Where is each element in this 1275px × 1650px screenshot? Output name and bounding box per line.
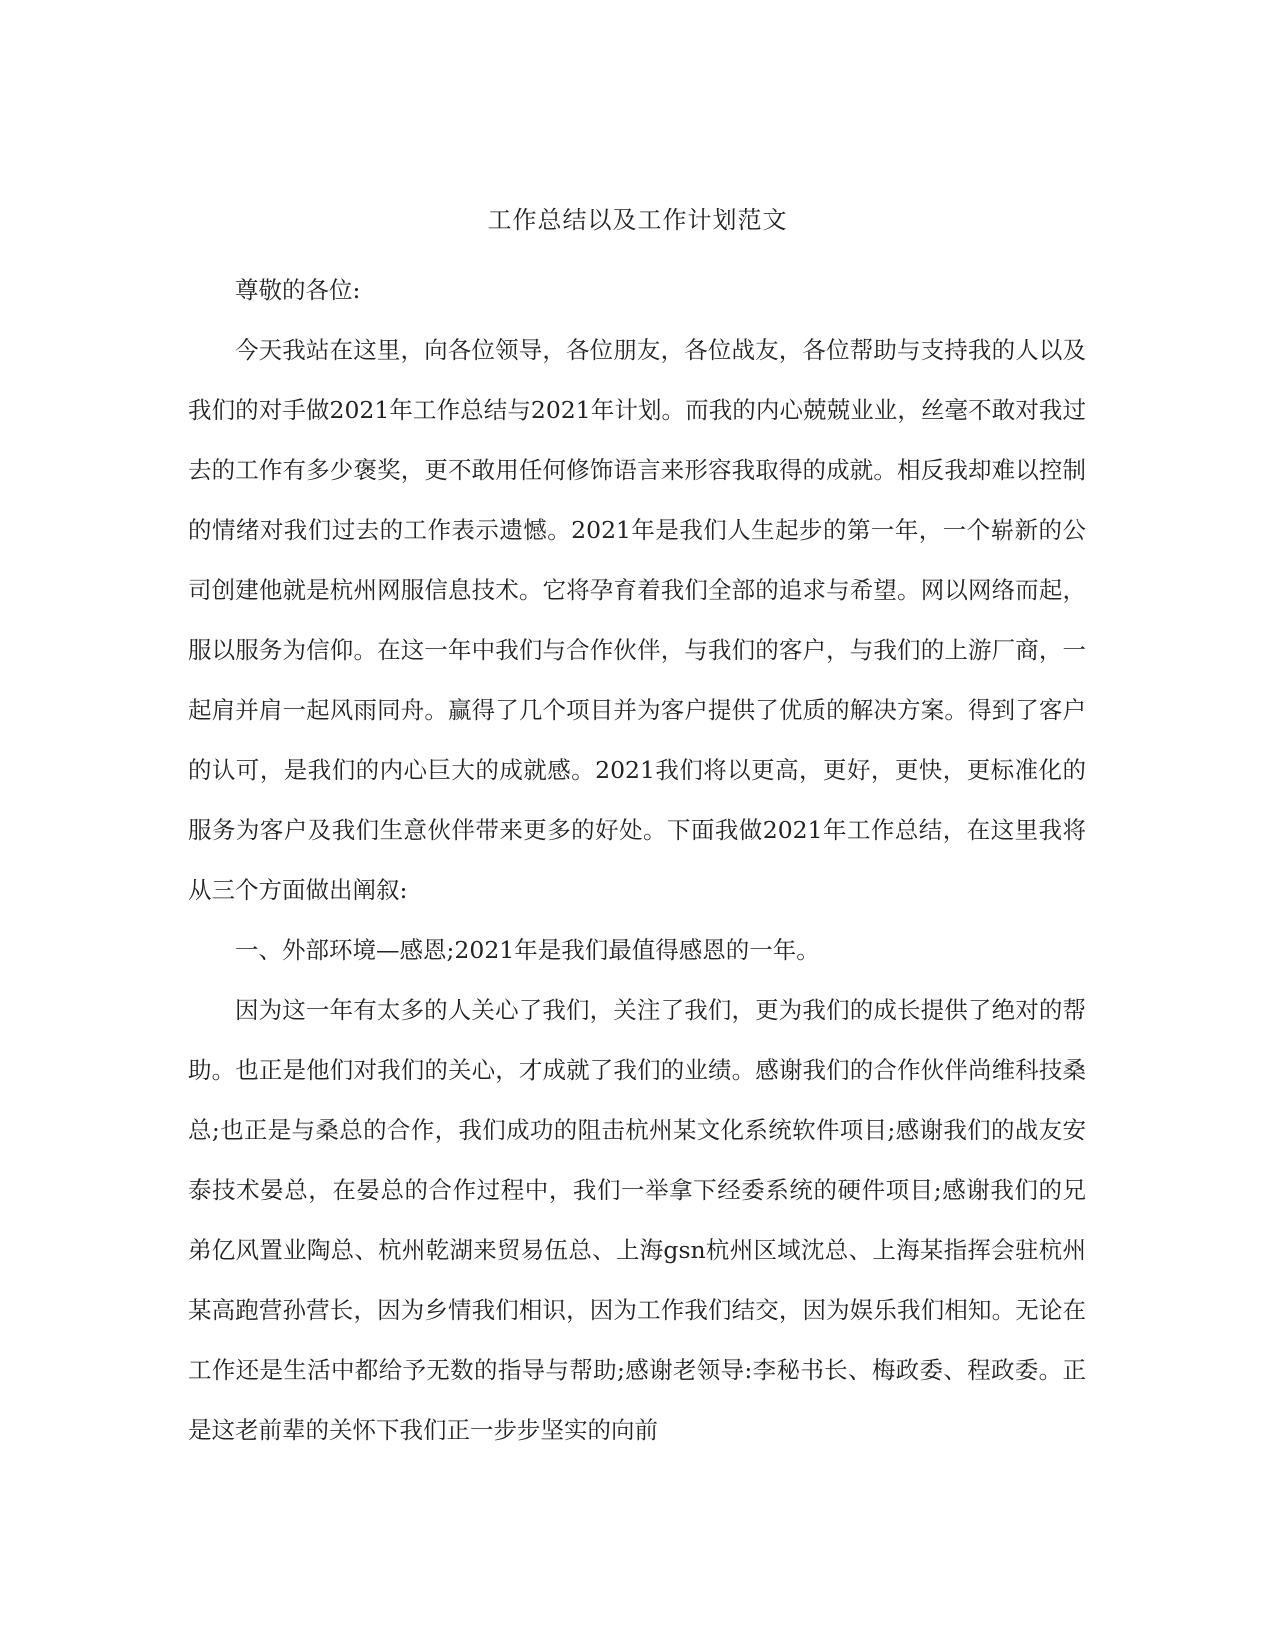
paragraph-introduction: 今天我站在这里，向各位领导，各位朋友，各位战友，各位帮助与支持我的人以及我们的对手做2021年工作总结与2021年计划。而我的内心兢兢业业，丝毫不敢对我过去的工作有多少褒奖，更不敢用任何修饰语言来形容我取得的成就。相反我却难以控制的情绪对我们过去的工作表示遗憾。2021年是我们人生起步的第一年，一个崭新的公司创建他就是杭州网服信息技术。它将孕育着我们全部的追求与希望。网以网络而起，服以服务为信仰。在这一年中我们与合作伙伴，与我们的客户，与我们的上游厂商，一起肩并肩一起风雨同舟。赢得了几个项目并为客户提供了优质的解决方案。得到了客户的认可，是我们的内心巨大的成就感。2021我们将以更高，更好，更快，更标准化的服务为客户及我们生意伙伴带来更多的好处。下面我做2021年工作总结，在这里我将从三个方面做出阐叙:: [188, 336, 1086, 904]
paragraph-gratitude: 因为这一年有太多的人关心了我们，关注了我们，更为我们的成长提供了绝对的帮助。也正是他们对我们的关心，才成就了我们的业绩。感谢我们的合作伙伴尚维科技桑总;也正是与桑总的合作，我们成功的阻击杭州某文化系统软件项目;感谢我们的战友安泰技术晏总，在晏总的合作过程中，我们一举拿下经委系统的硬件项目;感谢我们的兄弟亿风置业陶总、杭州乾湖来贸易伍总、上海gsn杭州区域沈总、上海某指挥会驻杭州某高跑营孙营长，因为乡情我们相识，因为工作我们结交，因为娱乐我们相知。无论在工作还是生活中都给予无数的指导与帮助;感谢老领导:李秘书长、梅政委、程政委。正是这老前辈的关怀下我们正一步步坚实的向前: [188, 996, 1086, 1444]
document-title: 工作总结以及工作计划范文: [487, 206, 788, 234]
paragraph-section-heading: 一、外部环境—感恩;2021年是我们最值得感恩的一年。: [235, 936, 820, 964]
paragraph-salutation: 尊敬的各位:: [235, 276, 361, 304]
document-body: [188, 260, 1086, 1460]
